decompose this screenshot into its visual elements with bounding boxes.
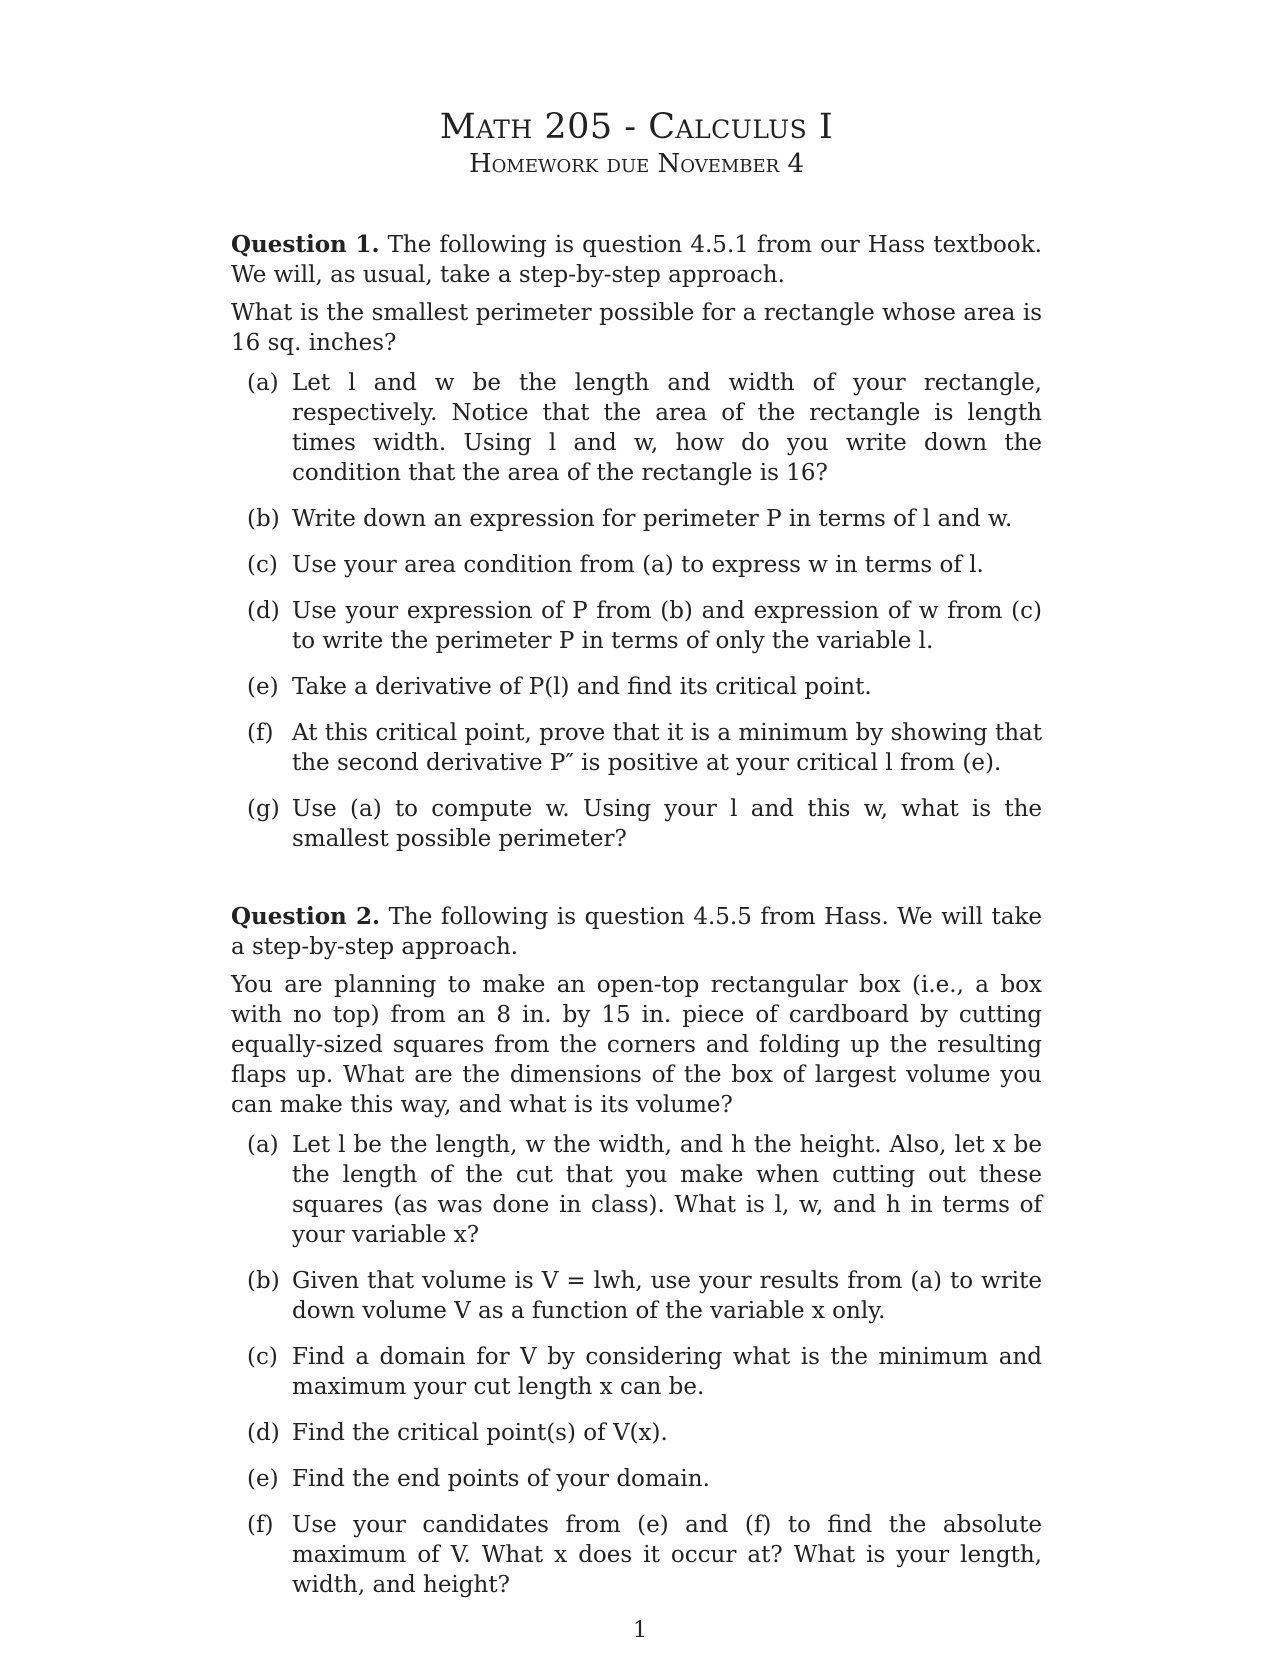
question-2-intro <box>231 902 1042 962</box>
part-text: Use your candidates from (e) and (f) to find the absolute maximum of V. What x does it occur at? What is your length, width, and height? <box>292 1512 1042 1598</box>
document-page <box>231 0 1042 1616</box>
part-text: Use your expression of P from (b) and expression of w from (c) to write the perimeter P in terms of only the variable l. <box>292 598 1042 654</box>
question-2-problem: You are planning to make an open-top rectangular box (i.e., a box with no top) from an 8 in. by 15 in. piece of cardboard by cutting equally-sized squares from the corners and folding up the resulting flaps up. What are the dimensions of the box of largest volume you can make this way, and what is its volume? <box>231 972 1042 1118</box>
question-2-intro-text: The following is question 4.5.5 from Hass. We will take a step-by-step approach. <box>231 904 1042 960</box>
question-1-part-d <box>231 596 1042 656</box>
question-1-part-f <box>231 718 1042 778</box>
part-text: Find the end points of your domain. <box>292 1466 710 1492</box>
question-1-part-a <box>231 368 1042 488</box>
page-subtitle: Homework due November 4 <box>468 149 804 179</box>
question-1-part-g <box>231 794 1042 854</box>
part-label: (e) <box>247 1466 279 1492</box>
question-2-parts <box>231 1130 1042 1600</box>
question-2-part-d <box>231 1418 1042 1448</box>
part-text: Write down an expression for perimeter P in terms of l and w. <box>292 506 1013 532</box>
question-1-label: Question 1. <box>231 231 380 258</box>
part-label: (b) <box>247 506 280 532</box>
question-2-label: Question 2. <box>231 903 381 930</box>
question-2-part-e <box>231 1464 1042 1494</box>
question-1-part-c <box>231 550 1042 580</box>
question-1-intro <box>231 230 1042 290</box>
part-text: Let l and w be the length and width of your rectangle, respectively. Notice that the area of the rectangle is length times width. Using l and w, how do you write down the condition that the area of the rectangle is 16? <box>292 370 1042 486</box>
question-1-parts <box>231 368 1042 854</box>
question-2-part-a <box>231 1130 1042 1250</box>
question-2 <box>231 902 1042 1600</box>
part-text: Find a domain for V by considering what is the minimum and maximum your cut length x can be. <box>292 1344 1042 1400</box>
part-label: (a) <box>247 1132 279 1158</box>
question-1-intro-text: The following is question 4.5.1 from our Hass textbook. We will, as usual, take a step-by-step approach. <box>231 232 1042 288</box>
part-label: (c) <box>247 552 278 578</box>
page-title: Math 205 - Calculus I <box>439 107 834 147</box>
question-1-problem: What is the smallest perimeter possible for a rectangle whose area is 16 sq. inches? <box>231 300 1042 356</box>
part-label: (d) <box>247 598 280 624</box>
part-label: (g) <box>247 796 280 822</box>
question-1-part-b <box>231 504 1042 534</box>
part-label: (c) <box>247 1344 278 1370</box>
part-text: At this critical point, prove that it is a minimum by showing that the second derivative P″ is positive at your critical l from (e). <box>292 720 1042 776</box>
part-label: (e) <box>247 674 279 700</box>
question-2-part-b <box>231 1266 1042 1326</box>
part-text: Take a derivative of P(l) and find its critical point. <box>292 674 872 700</box>
part-text: Use (a) to compute w. Using your l and this w, what is the smallest possible perimeter? <box>292 796 1042 852</box>
page-number: 1 <box>633 1618 647 1643</box>
part-label: (a) <box>247 370 279 396</box>
part-text: Let l be the length, w the width, and h the height. Also, let x be the length of the cut that you make when cutting out these squares (as was done in class). What is l, w, and h in terms of your variable x? <box>292 1132 1042 1248</box>
part-label: (b) <box>247 1268 280 1294</box>
part-label: (f) <box>247 720 274 746</box>
question-1-part-e <box>231 672 1042 702</box>
part-label: (f) <box>247 1512 274 1538</box>
part-text: Use your area condition from (a) to express w in terms of l. <box>292 552 984 578</box>
question-1 <box>231 230 1042 854</box>
question-2-part-f <box>231 1510 1042 1600</box>
title-block <box>231 106 1042 180</box>
part-text: Find the critical point(s) of V(x). <box>292 1420 668 1446</box>
part-text: Given that volume is V = lwh, use your results from (a) to write down volume V as a function of the variable x only. <box>292 1268 1042 1324</box>
question-2-part-c <box>231 1342 1042 1402</box>
part-label: (d) <box>247 1420 280 1446</box>
